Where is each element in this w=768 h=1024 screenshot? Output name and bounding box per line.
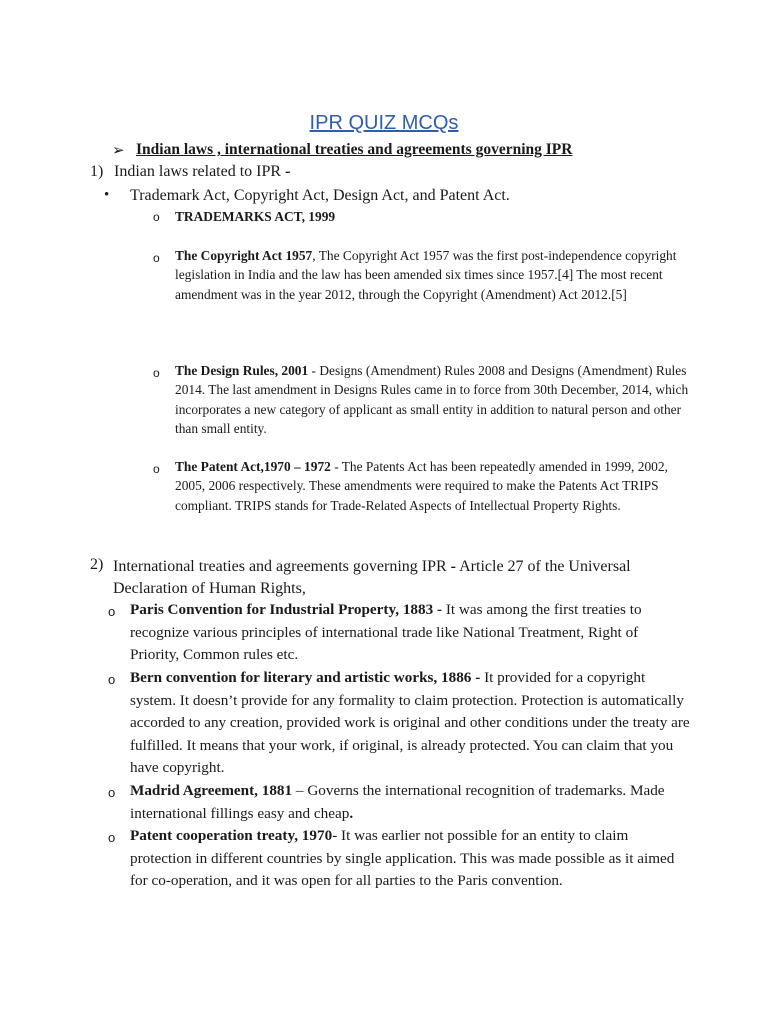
part2-number: 2) xyxy=(90,556,104,573)
section-heading: Indian laws , international treaties and agreements governing IPR xyxy=(136,141,573,158)
circle-bullet-icon: o xyxy=(153,462,160,476)
list-item: Madrid Agreement, 1881 – Governs the international recognition of trademarks. Made international fillings easy and cheap. xyxy=(130,782,665,822)
list-item: Paris Convention for Industrial Property, 1883 - It was among the first treaties to recognize various principles of international trade like National Treatment, Right of Priority, Common rules etc. xyxy=(130,601,642,664)
list-item: The Copyright Act 1957, The Copyright Act 1957 was the first post-independence copyright legislation in India and the law has been amended six times since 1957.[4] The most recent amendment was in the year 2012, through the Copyright (Amendment) Act 2012.[5] xyxy=(175,248,677,302)
page-title: IPR QUIZ MCQs xyxy=(309,112,459,134)
arrow-bullet-icon: ➢ xyxy=(112,143,125,159)
part2-heading: International treaties and agreements governing IPR - Article 27 of the Universal Declaration of Human Rights, xyxy=(113,558,631,597)
circle-bullet-icon: o xyxy=(153,210,160,224)
circle-bullet-icon: o xyxy=(108,672,116,687)
part1-heading: Indian laws related to IPR - xyxy=(114,163,291,180)
bullet-dot-icon: • xyxy=(104,187,110,203)
list-item: Patent cooperation treaty, 1970- It was earlier not possible for an entity to claim protection in different countries by single application. This was made possible as it aimed for co-operation, and it was open for all parties to the Paris convention. xyxy=(130,827,675,890)
part1-number: 1) xyxy=(90,163,104,180)
circle-bullet-icon: o xyxy=(153,251,160,265)
list-item: Bern convention for literary and artistic works, 1886 - It provided for a copyright system. It doesn’t provide for any formality to claim protection. Protection is automatically accorded to any creation, provided work is original and other conditions under the treaty are fulfilled. It means that your work, if original, is already protected. You can claim that you have copyright. xyxy=(130,669,690,777)
circle-bullet-icon: o xyxy=(108,785,116,800)
list-item: TRADEMARKS ACT, 1999 xyxy=(175,209,336,224)
list-item: The Design Rules, 2001 - Designs (Amendment) Rules 2008 and Designs (Amendment) Rules 2014. The last amendment in Designs Rules came in to force from 30th December, 2014, which incorporates a new category of applicant as small entity in addition to natural person and other than small entity. xyxy=(175,363,689,436)
circle-bullet-icon: o xyxy=(108,604,116,619)
circle-bullet-icon: o xyxy=(153,366,160,380)
part1-bullet-text: Trademark Act, Copyright Act, Design Act, and Patent Act. xyxy=(130,187,510,204)
circle-bullet-icon: o xyxy=(108,830,116,845)
list-item: The Patent Act,1970 – 1972 - The Patents Act has been repeatedly amended in 1999, 2002, 2005, 2006 respectively. These amendments were required to make the Patents Act TRIPS compliant. TRIPS stands for Trade-Related Aspects of Intellectual Property Rights. xyxy=(175,459,668,513)
